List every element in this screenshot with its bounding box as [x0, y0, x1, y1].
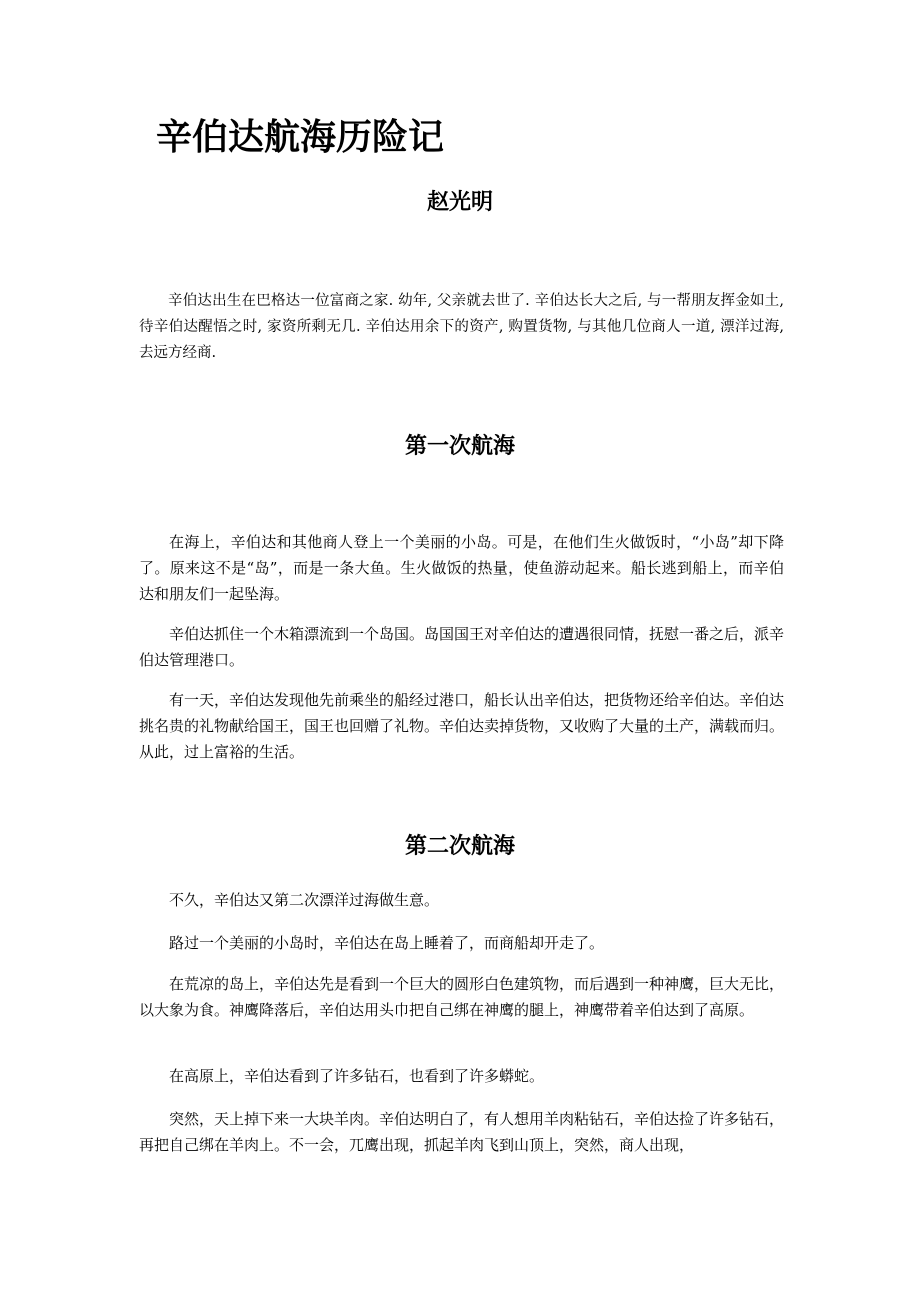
intro-paragraph: 辛伯达出生在巴格达一位富商之家. 幼年, 父亲就去世了. 辛伯达长大之后, 与一帮朋友挥金如土, 待辛伯达醒悟之时, 家资所剩无几. 辛伯达用余下的资产, 购置货物, 与其他几位商人一道, 漂洋过海, 去远方经商. [139, 293, 784, 361]
voyage-2-paragraph-1: 不久，辛伯达又第二次漂洋过海做生意。 [169, 891, 440, 909]
voyage-1-paragraph-3: 有一天，辛伯达发现他先前乘坐的船经过港口，船长认出辛伯达，把货物还给辛伯达。辛伯达挑名贵的礼物献给国王，国王也回赠了礼物。辛伯达卖掉货物，又收购了大量的土产，满载而归。从此，过上富裕的生活。 [139, 691, 785, 761]
voyage-2-paragraph-2: 路过一个美丽的小岛时，辛伯达在岛上睡着了，而商船却开走了。 [169, 934, 605, 952]
section-heading-voyage-2: 第二次航海 [404, 833, 515, 859]
document-title: 辛伯达航海历险记 [156, 116, 445, 158]
voyage-2-paragraph-4: 在高原上，辛伯达看到了许多钻石，也看到了许多蟒蛇。 [169, 1067, 545, 1085]
voyage-2-paragraph-5: 突然，天上掉下来一大块羊肉。辛伯达明白了，有人想用羊肉粘钻石，辛伯达捡了许多钻石，再把自己绑在羊肉上。不一会，兀鹰出现，抓起羊肉飞到山顶上，突然，商人出现， [139, 1110, 785, 1154]
document-author: 赵光明 [426, 189, 493, 215]
voyage-1-paragraph-1: 在海上，辛伯达和其他商人登上一个美丽的小岛。可是，在他们生火做饭时，“小岛”却下降了。原来这不是“岛”，而是一条大鱼。生火做饭的热量，使鱼游动起来。船长逃到船上，而辛伯达和朋友们一起坠海。 [139, 533, 784, 603]
voyage-2-paragraph-3: 在荒凉的岛上，辛伯达先是看到一个巨大的圆形白色建筑物，而后遇到一种神鹰，巨大无比，以大象为食。神鹰降落后，辛伯达用头巾把自己绑在神鹰的腿上，神鹰带着辛伯达到了高原。 [139, 975, 785, 1019]
section-heading-voyage-1: 第一次航海 [404, 433, 515, 459]
voyage-1-paragraph-2: 辛伯达抓住一个木箱漂流到一个岛国。岛国国王对辛伯达的遭遇很同情，抚慰一番之后，派辛伯达管理港口。 [139, 625, 785, 669]
